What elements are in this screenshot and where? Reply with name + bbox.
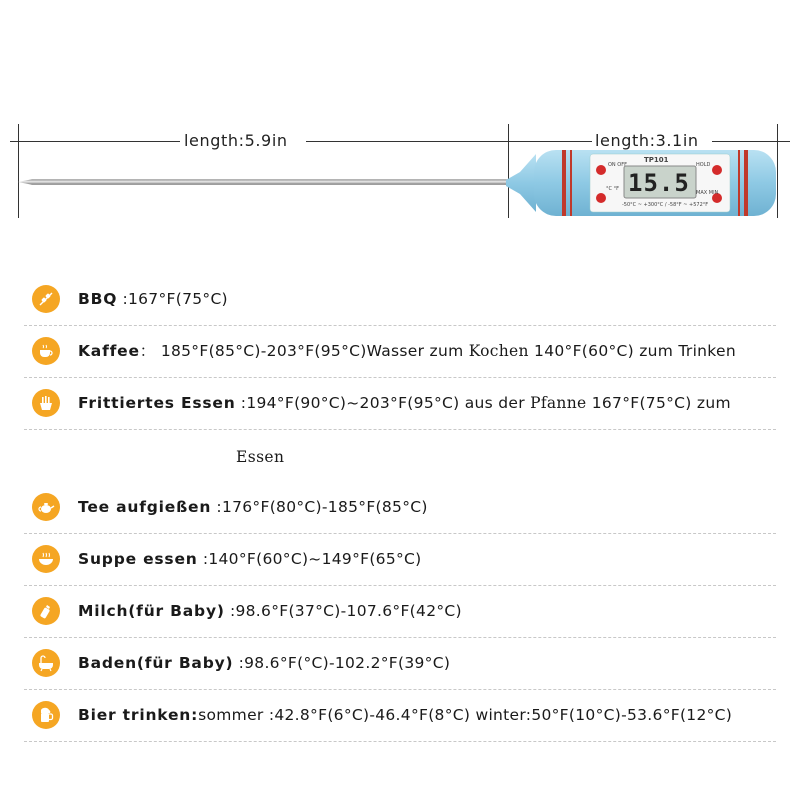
bbq-text xyxy=(78,289,228,309)
tee-temperature: :176°F(80°C)-185°F(85°C) xyxy=(211,498,428,516)
list-item-suppe xyxy=(24,534,776,586)
divider xyxy=(24,429,776,430)
suppe-text xyxy=(78,549,422,569)
lcd-display: 15.5 xyxy=(628,169,690,197)
soup-bowl-icon xyxy=(32,545,60,573)
suppe-label: Suppe essen xyxy=(78,550,198,568)
list-item-kaffee xyxy=(24,326,776,378)
divider xyxy=(24,741,776,742)
list-item-milch xyxy=(24,586,776,638)
handle-dimension-line-right xyxy=(712,141,790,142)
bbq-label: BBQ xyxy=(78,290,118,308)
baden-text xyxy=(78,653,450,673)
max-min-button-label: MAX MIN xyxy=(696,190,719,196)
thermometer-probe xyxy=(18,178,518,186)
probe-start-tick xyxy=(18,124,19,218)
baden-label: Baden(für Baby) xyxy=(78,654,234,672)
list-item-bbq xyxy=(24,274,776,326)
handle-length-label: length:3.1in xyxy=(595,131,699,150)
frittiertes-temperature-b: 167°F(75°C) zum xyxy=(586,394,731,412)
baby-bottle-icon xyxy=(32,597,60,625)
handle-dimension-line-left xyxy=(508,141,592,142)
probe-dimension-line-right xyxy=(306,141,508,142)
list-item-bier xyxy=(24,690,776,742)
bier-label: Bier trinken: xyxy=(78,706,199,724)
kaffee-label: Kaffee xyxy=(78,342,140,360)
frittiertes-continuation: Essen xyxy=(236,448,285,466)
frittiertes-temperature-a: :194°F(90°C)~203°F(95°C) aus der xyxy=(235,394,531,412)
tee-label: Tee aufgießen xyxy=(78,498,212,516)
frittiertes-essen-label: Frittiertes Essen xyxy=(78,394,236,412)
tee-text xyxy=(78,497,428,517)
probe-dimension-line-left xyxy=(10,141,180,142)
baden-temperature: :98.6°F(°C)-102.2°F(39°C) xyxy=(233,654,451,672)
model-label: TP101 xyxy=(644,156,669,164)
barbecue-skewer-icon xyxy=(32,285,60,313)
frittiertes-essen-text xyxy=(78,393,731,413)
french-fries-icon xyxy=(32,389,60,417)
beer-mug-icon xyxy=(32,701,60,729)
bbq-temperature: :167°F(75°C) xyxy=(117,290,228,308)
frittiertes-pfanne: Pfanne xyxy=(530,394,587,412)
list-item-tee xyxy=(24,482,776,534)
kaffee-kochen: Kochen xyxy=(468,342,529,360)
unit-button-label: °C °F xyxy=(606,186,619,192)
kaffee-text xyxy=(78,341,736,361)
hold-button-label: HOLD xyxy=(696,162,711,168)
probe-length-label: length:5.9in xyxy=(184,131,288,150)
bier-text xyxy=(78,705,732,725)
milch-temperature: :98.6°F(37°C)-107.6°F(42°C) xyxy=(224,602,462,620)
milch-label: Milch(für Baby) xyxy=(78,602,225,620)
list-item-frittiertes-essen xyxy=(24,378,776,430)
range-label: -50°C ~ +300°C / -58°F ~ +572°F xyxy=(622,202,709,208)
coffee-cup-icon xyxy=(32,337,60,365)
list-item-baden xyxy=(24,638,776,690)
kaffee-temperature-a: ： 185°F(85°C)-203°F(95°C)Wasser zum xyxy=(139,342,469,360)
milch-text xyxy=(78,601,462,621)
suppe-temperature: :140°F(60°C)~149°F(65°C) xyxy=(197,550,422,568)
bier-temperature: sommer :42.8°F(6°C)-46.4°F(8°C) winter:50°F(10°C)-53.6°F(12°C) xyxy=(198,706,733,724)
bathtub-icon xyxy=(32,649,60,677)
power-button-label: ON OFF xyxy=(608,162,627,168)
kaffee-temperature-b: 140°F(60°C) zum Trinken xyxy=(528,342,736,360)
teapot-icon xyxy=(32,493,60,521)
